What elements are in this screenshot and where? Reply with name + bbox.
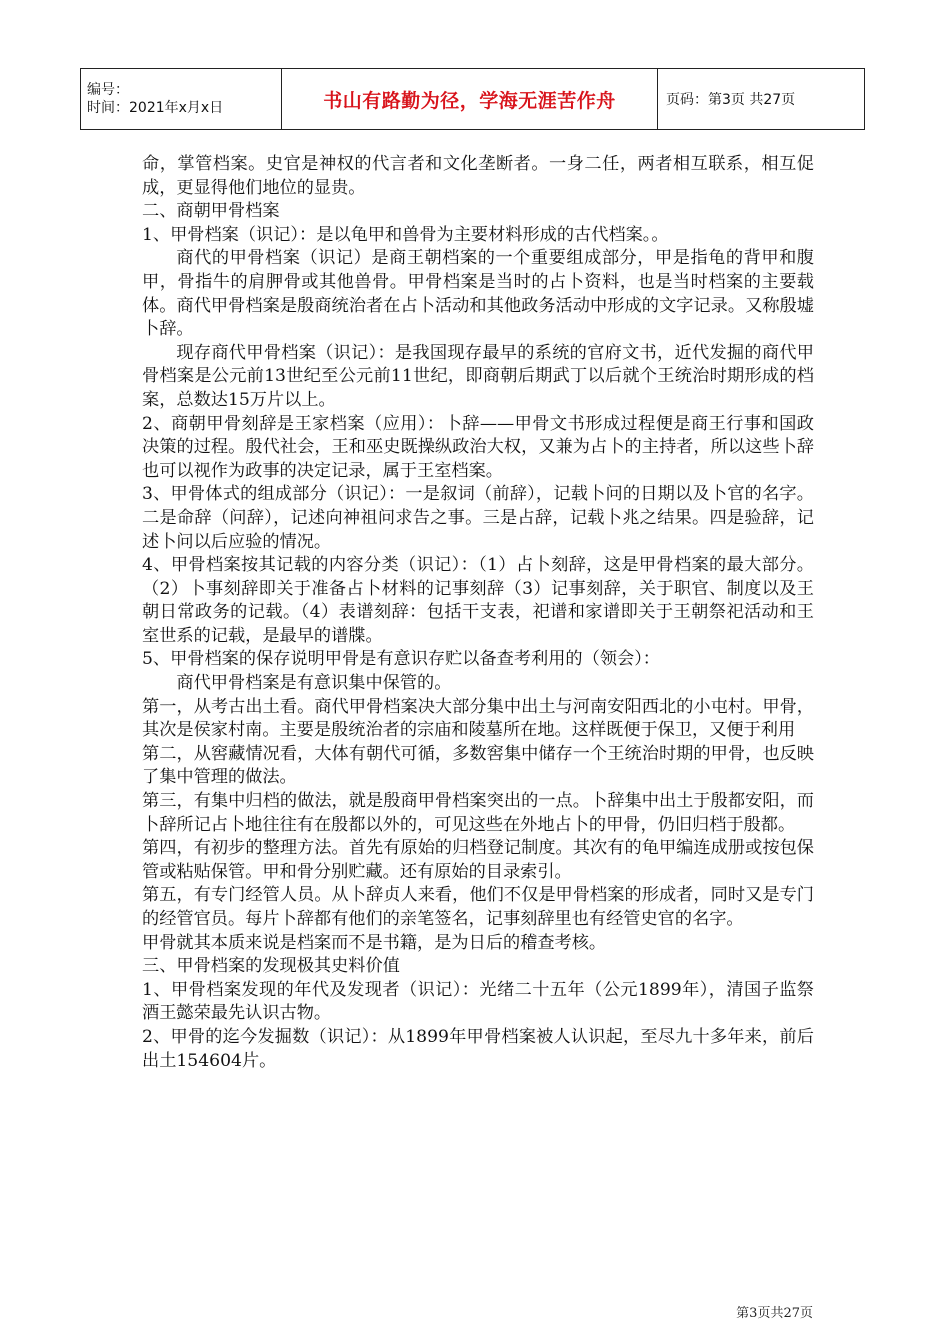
page-header [80, 68, 865, 130]
paragraph: 1、甲骨档案发现的年代及发现者（识记）：光绪二十五年（公元1899年），清国子监祭酒王懿荣最先认识古物。 [142, 979, 814, 1024]
paragraph: 第五，有专门经管人员。从卜辞贞人来看，他们不仅是甲骨档案的形成者，同时又是专门的经管官员。每片卜辞都有他们的亲笔签名，记事刻辞里也有经管史官的名字。 [142, 885, 814, 929]
paragraph: 现存商代甲骨档案（识记）：是我国现存最早的系统的官府文书，近代发掘的商代甲骨档案是公元前13世纪至公元前11世纪，即商朝后期武丁以后就个王统治时期形成的档案，总数达15万片以上。 [142, 342, 814, 410]
paragraph: 第四，有初步的整理方法。首先有原始的归档登记制度。其次有的龟甲编连成册或按包保管或粘贴保管。甲和骨分别贮藏。还有原始的目录索引。 [142, 838, 814, 882]
document-body [142, 153, 814, 1073]
paragraph: 第二，从窖藏情况看，大体有朝代可循，多数窖集中储存一个王统治时期的甲骨，也反映了集中管理的做法。 [142, 743, 814, 788]
paragraph: 3、甲骨体式的组成部分（识记）：一是叙词（前辞），记载卜问的日期以及卜官的名字。二是命辞（问辞），记述向神祖问求告之事。三是占辞，记载卜兆之结果。四是验辞，记述卜问以后应验的情况。 [142, 484, 814, 552]
paragraph: 5、甲骨档案的保存说明甲骨是有意识存贮以备查考利用的（领会）： [142, 649, 660, 670]
paragraph: 商代的甲骨档案（识记）是商王朝档案的一个重要组成部分，甲是指龟的背甲和腹甲，骨指牛的肩胛骨或其他兽骨。甲骨档案是当时的占卜资料，也是当时档案的主要载体。商代甲骨档案是殷商统治者在占卜活动和其他政务活动中形成的文字记录。又称殷墟卜辞。 [142, 248, 814, 340]
paragraph: 商代甲骨档案是有意识集中保管的。 [176, 673, 452, 694]
paragraph: 2、甲骨的迄今发掘数（识记）：从1899年甲骨档案被人认识起，至尽九十多年来，前后出土154604片。 [142, 1026, 814, 1071]
header-page-info: 页码：第3页 共27页 [658, 69, 865, 130]
paragraph: 第三，有集中归档的做法，就是殷商甲骨档案突出的一点。卜辞集中出土于殷都安阳，而卜辞所记占卜地往往有在殷都以外的，可见这些在外地占卜的甲骨，仍旧归档于殷都。 [142, 791, 814, 835]
paragraph: 第一，从考古出土看。商代甲骨档案决大部分集中出土与河南安阳西北的小屯村。甲骨，其次是侯家村南。主要是殷统治者的宗庙和陵墓所在地。这样既便于保卫，又便于利用 [142, 696, 814, 741]
document-date: 时间：2021年x月x日 [87, 100, 224, 116]
page-footer: 第3页共27页 [736, 1306, 813, 1321]
paragraph: 甲骨就其本质来说是档案而不是书籍，是为日后的稽查考核。 [142, 932, 607, 953]
paragraph: 二、商朝甲骨档案 [142, 201, 280, 222]
paragraph: 命，掌管档案。史官是神权的代言者和文化垄断者。一身二任，两者相互联系，相互促成，更显得他们地位的显贵。 [142, 154, 814, 198]
paragraph: 2、商朝甲骨刻辞是王家档案（应用）：卜辞——甲骨文书形成过程便是商王行事和国政决策的过程。殷代社会，王和巫史既操纵政治大权，又兼为占卜的主持者，所以这些卜辞也可以视作为政事的决定记录，属于王室档案。 [142, 413, 814, 481]
paragraph: 1、甲骨档案（识记）：是以龟甲和兽骨为主要材料形成的古代档案。。 [142, 224, 669, 245]
paragraph: 三、甲骨档案的发现极其史料价值 [142, 956, 400, 977]
header-meta [81, 69, 282, 130]
header-motto: 书山有路勤为径，学海无涯苦作舟 [282, 69, 658, 130]
document-number-label: 编号： [87, 82, 129, 98]
paragraph: 4、甲骨档案按其记载的内容分类（识记）：（1）占卜刻辞，这是甲骨档案的最大部分。（2）卜事刻辞即关于准备占卜材料的记事刻辞（3）记事刻辞，关于职官、制度以及王朝日常政务的记载。（4）表谱刻辞：包括干支表，祀谱和家谱即关于王朝祭祀活动和王室世系的记载，是最早的谱牒。 [142, 555, 814, 646]
